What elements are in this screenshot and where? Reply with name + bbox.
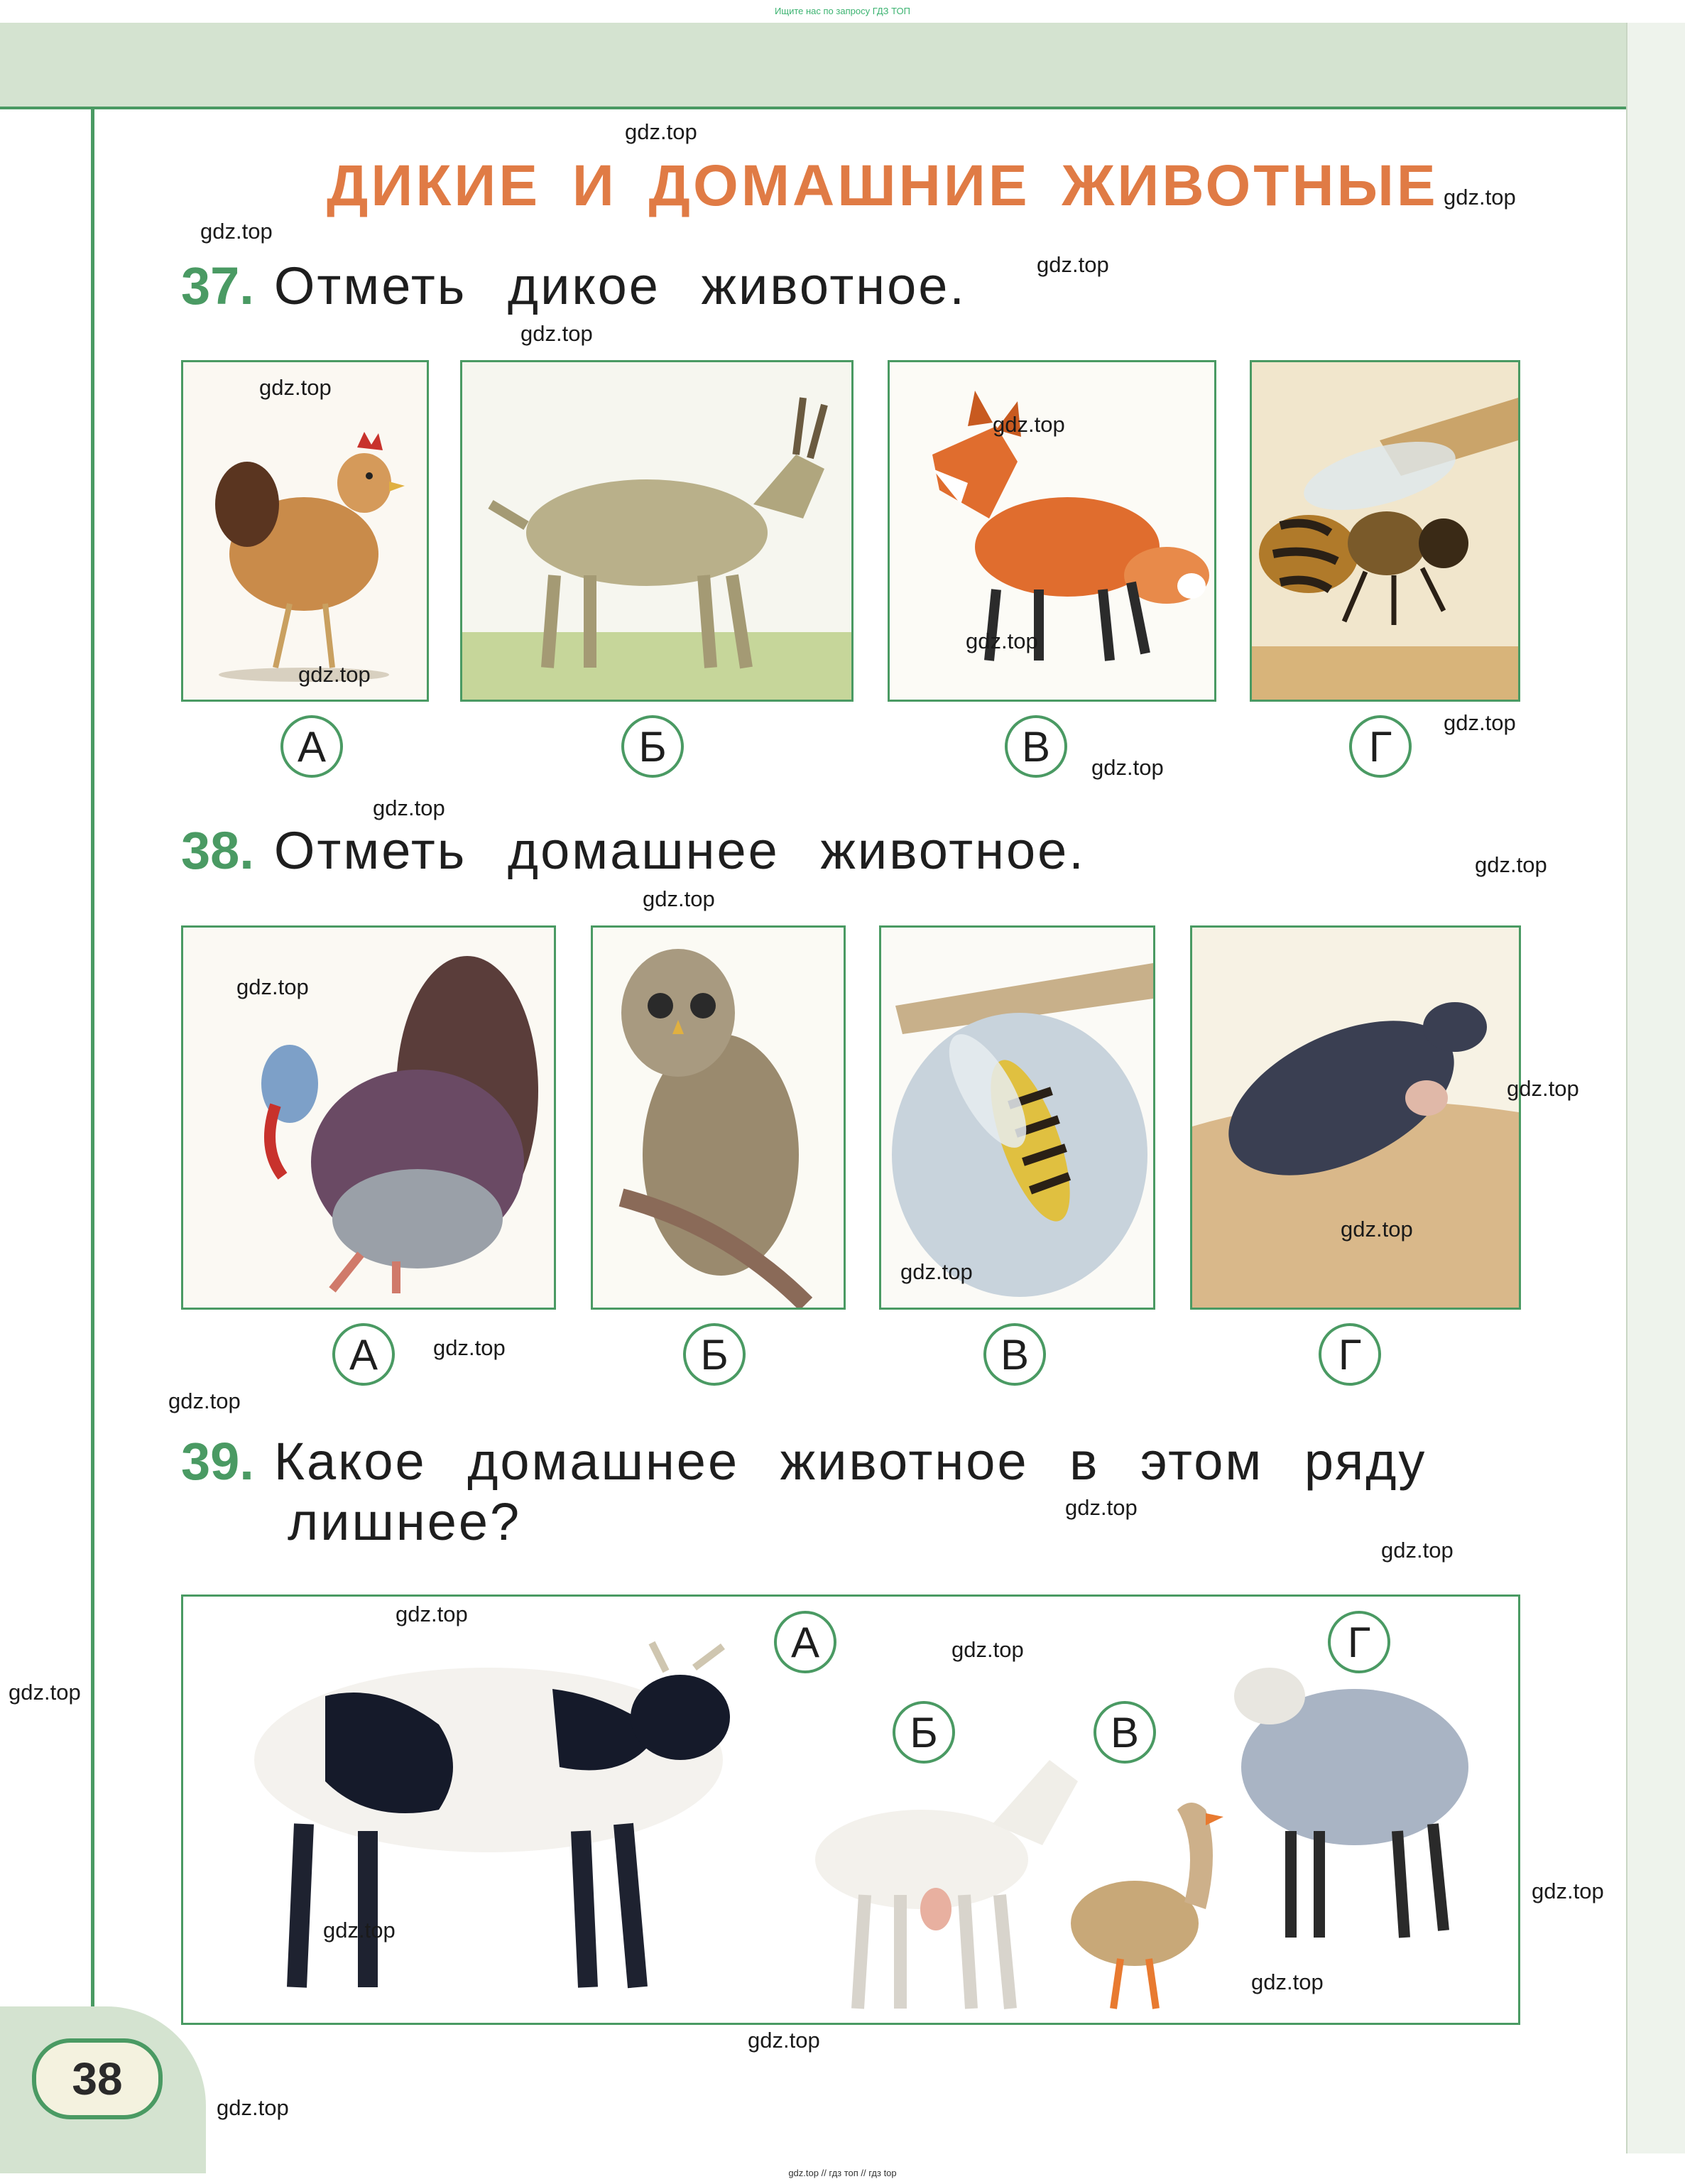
- question-text: Отметь домашнее животное.: [273, 821, 1086, 880]
- option-b-38[interactable]: Б: [683, 1323, 746, 1386]
- watermark: gdz.top: [323, 1918, 396, 1943]
- picture-owl[interactable]: [591, 925, 846, 1310]
- picture-goat[interactable]: [460, 360, 854, 702]
- picture-hen[interactable]: [181, 360, 429, 702]
- watermark: gdz.top: [1532, 1879, 1604, 1903]
- watermark: gdz.top: [1251, 1970, 1324, 1994]
- page-gutter: [1626, 23, 1685, 2153]
- watermark: gdz.top: [748, 2028, 820, 2053]
- margin-rule: [91, 107, 94, 2031]
- top-note: Ищите нас по запросу ГДЗ ТОП: [775, 6, 910, 16]
- watermark: gdz.top: [298, 662, 371, 687]
- question-38: [181, 820, 1086, 881]
- page-title: ДИКИЕ И ДОМАШНИЕ ЖИВОТНЫЕ: [327, 153, 1439, 218]
- watermark: gdz.top: [168, 1389, 241, 1413]
- bottom-note: gdz.top // гдз топ // гдз top: [788, 2168, 897, 2178]
- watermark: gdz.top: [1091, 755, 1164, 780]
- question-number: 37.: [181, 256, 254, 315]
- wasp-icon: [881, 928, 1153, 1308]
- option-a-38[interactable]: А: [332, 1323, 395, 1386]
- question-37: [181, 256, 966, 316]
- picture-wasp[interactable]: [879, 925, 1155, 1310]
- option-b-37[interactable]: Б: [621, 715, 684, 778]
- watermark: gdz.top: [1475, 852, 1547, 877]
- watermark: gdz.top: [625, 119, 697, 144]
- watermark: gdz.top: [217, 2095, 289, 2120]
- option-v-38[interactable]: В: [983, 1323, 1046, 1386]
- watermark: gdz.top: [993, 412, 1065, 437]
- watermark: gdz.top: [373, 795, 445, 820]
- watermark: gdz.top: [1065, 1495, 1138, 1520]
- option-a-39[interactable]: А: [774, 1611, 836, 1673]
- question-text: Отметь дикое животное.: [273, 256, 966, 315]
- watermark: gdz.top: [1444, 185, 1516, 210]
- watermark: gdz.top: [1444, 710, 1516, 735]
- watermark: gdz.top: [966, 629, 1038, 653]
- watermark: gdz.top: [396, 1602, 468, 1626]
- option-v-39[interactable]: В: [1094, 1701, 1156, 1764]
- watermark: gdz.top: [433, 1335, 506, 1360]
- hen-icon: [183, 362, 427, 700]
- option-b-39[interactable]: Б: [893, 1701, 955, 1764]
- watermark: gdz.top: [643, 886, 715, 911]
- watermark: gdz.top: [9, 1680, 81, 1705]
- option-g-39[interactable]: Г: [1328, 1611, 1390, 1673]
- picture-mole[interactable]: [1190, 925, 1521, 1310]
- option-g-37[interactable]: Г: [1349, 715, 1412, 778]
- watermark: gdz.top: [1507, 1076, 1579, 1101]
- question-text-continued: лишнее?: [288, 1492, 522, 1551]
- owl-icon: [593, 928, 844, 1308]
- option-a-37[interactable]: А: [280, 715, 343, 778]
- picture-bee[interactable]: [1250, 360, 1520, 702]
- watermark: gdz.top: [520, 321, 593, 346]
- mole-icon: [1192, 928, 1519, 1308]
- question-39: [181, 1431, 1427, 1492]
- question-number: 39.: [181, 1432, 254, 1491]
- watermark: gdz.top: [1037, 252, 1109, 277]
- watermark: gdz.top: [951, 1637, 1024, 1662]
- header-band: [0, 23, 1626, 109]
- watermark: gdz.top: [200, 219, 273, 244]
- watermark: gdz.top: [1381, 1538, 1454, 1563]
- option-g-38[interactable]: Г: [1319, 1323, 1381, 1386]
- page-number: 38: [32, 2038, 163, 2119]
- question-number: 38.: [181, 821, 254, 880]
- watermark: gdz.top: [900, 1259, 973, 1284]
- goat-icon: [462, 362, 851, 700]
- watermark: gdz.top: [1341, 1217, 1413, 1242]
- picture-farm-animals: [181, 1594, 1520, 2025]
- bee-icon: [1252, 362, 1518, 700]
- question-text: Какое домашнее животное в этом ряду: [273, 1432, 1427, 1491]
- watermark: gdz.top: [259, 375, 332, 400]
- question-39-line2: [288, 1492, 521, 1552]
- watermark: gdz.top: [236, 974, 309, 999]
- farm-animals-icon: [183, 1597, 1518, 2023]
- option-v-37[interactable]: В: [1005, 715, 1067, 778]
